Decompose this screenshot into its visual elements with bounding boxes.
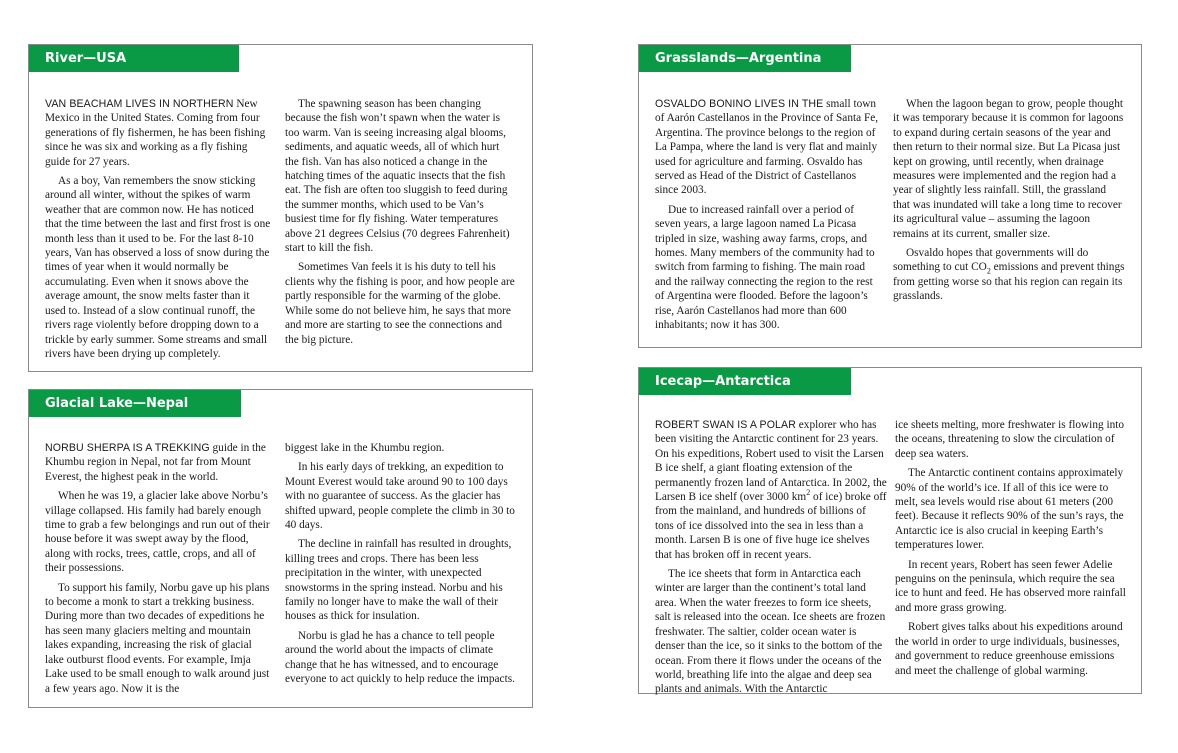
paragraph: biggest lake in the Khumbu region.: [285, 442, 445, 454]
text-column-right: [285, 441, 517, 692]
paragraph: ROBERT SWAN IS A POLAR explorer who has been visiting the Antarctic continent for 23 years. On his expeditions, Robert used to visit the Larsen B ice shelf, a giant floating extension of the permanently frozen land of Antarctica. In 2002, the Larsen B ice shelf (over 3000 $km^2$ of ice) broke off from the mainland, and hundreds of billions of tons of ice dissolved into the sea in less than a month. Larsen B is one of five huge ice shelves that has broken off in recent years.: [655, 419, 887, 561]
lead-caps: OSVALDO BONINO LIVES IN THE: [655, 98, 824, 110]
grasslands-argentina-card: [638, 44, 1142, 348]
paragraph: Osvaldo hopes that governments will do something to cut $CO_2$ emissions and prevent things from getting worse so that his region can regain its grasslands.: [893, 247, 1125, 303]
section-title: River—USA: [29, 45, 239, 72]
paragraph: The decline in rainfall has resulted in droughts, killing trees and crops. There has been less precipitation in the winter, with unexpected snowstorms in the spring instead. Norbu and his family no longer have to make the wall of their houses as thick for insulation.: [285, 538, 512, 623]
river-usa-card: [28, 44, 533, 372]
paragraph: OSVALDO BONINO LIVES IN THE small town of Aarón Castellanos in the Province of Santa Fe, Argentina. The province belongs to the region of La Pampa, where the land is very flat and mainly used for agriculture and farming. Osvaldo has served as Head of the District of Castellanos since 2003.: [655, 98, 879, 197]
paragraph: When he was 19, a glacier lake above Norbu’s village collapsed. His family had barely enough time to grab a few belongings and run out of their house before it was swept away by the flood, along with rocks, trees, cattle, crops, and all of their possessions.: [45, 490, 270, 575]
paragraph: In his early days of trekking, an expedition to Mount Everest would take around 90 to 100 days with no guarantee of success. As the glacier has shifted upward, people complete the climb in 30 to 40 days.: [285, 461, 515, 532]
paragraph: The ice sheets that form in Antarctica each winter are larger than the continent’s total land area. When the water freezes to form ice sheets, salt is released into the ocean. Ice sheets are frozen freshwater. The saltier, colder ocean water is denser than the ice, so it sinks to the bottom of the ocean. From there it flows under the oceans of the world, breathing life into the algae and deep sea plants and animals. With the Antarctic: [655, 568, 886, 696]
lead-caps: NORBU SHERPA IS A TREKKING: [45, 442, 210, 454]
glacial-lake-nepal-card: [28, 389, 533, 708]
paragraph: ice sheets melting, more freshwater is flowing into the oceans, threatening to slow the circulation of deep sea waters.: [895, 419, 1125, 460]
paragraph: Robert gives talks about his expeditions around the world in order to urge individuals, businesses, and government to reduce greenhouse emissions and meet the challenge of global warming.: [895, 621, 1123, 677]
text-column-left: [655, 97, 881, 338]
paragraph: VAN BEACHAM LIVES IN NORTHERN New Mexico in the United States. Coming from four generations of fly fishermen, he has been fishing since he was six and working as a fly fishing guide for 27 years.: [45, 98, 266, 168]
text-column-left: [45, 441, 271, 701]
text-column-left: [45, 97, 273, 366]
text-column-right: [285, 97, 515, 352]
text-column-right: [895, 418, 1127, 683]
paragraph: The Antarctic continent contains approximately 90% of the world’s ice. If all of this ice were to melt, sea levels would rise about 61 meters (200 feet). Because it reflects 90% of the sun’s rays, the Antarctic ice is also crucial in keeping Earth’s temperatures lower.: [895, 467, 1124, 552]
section-title: Glacial Lake—Nepal: [29, 390, 241, 417]
lead-caps: ROBERT SWAN IS A POLAR: [655, 419, 796, 431]
text-column-left: [655, 418, 887, 702]
icecap-antarctica-card: [638, 367, 1142, 694]
section-title: Icecap—Antarctica: [639, 368, 851, 395]
paragraph: In recent years, Robert has seen fewer Adelie penguins on the peninsula, which require the sea ice to hunt and feed. He has observed more rainfall and more grass growing.: [895, 558, 1126, 614]
paragraph: NORBU SHERPA IS A TREKKING guide in the Khumbu region in Nepal, not far from Mount Everest, the highest peak in the world.: [45, 442, 266, 483]
paragraph: Sometimes Van feels it is his duty to tell his clients why the fishing is poor, and how people are partly responsible for the warming of the globe. While some do not believe him, he says that more and more are starting to see the connections and the big picture.: [285, 261, 515, 346]
lead-caps: VAN BEACHAM LIVES IN NORTHERN: [45, 98, 234, 110]
paragraph: Norbu is glad he has a chance to tell people around the world about the impacts of climate change that he has witnessed, and to encourage everyone to act quickly to help reduce the impacts.: [285, 629, 515, 686]
paragraph: Due to increased rainfall over a period of seven years, a large lagoon named La Picasa tripled in size, washing away farms, crops, and homes. Many members of the community had to switch from farming to fishing. The main road and the railway connecting the region to the rest of Argentina were flooded. Before the lagoon’s rise, Aarón Castellanos had more than 600 inhabitants; now it has 300.: [655, 203, 875, 332]
paragraph: When the lagoon began to grow, people thought it was temporary because it is common for lagoons to expand during certain seasons of the year and then return to their normal size. But La Picasa just kept on growing, until recently, when drainage measures were implemented and the region had a year of slightly less rainfall. Still, the grassland that was inundated will take a long time to recover its agricultural value – assuming the lagoon remains at its current, smaller size.: [893, 98, 1124, 240]
paragraph: To support his family, Norbu gave up his plans to become a monk to start a trekking business. During more than two decades of expeditions he has seen many glaciers melting and mountain lakes expanding, increasing the risk of glacial lake outburst flood events. For example, Imja Lake used to be small enough to walk around just a few years ago. Now it is the: [45, 581, 270, 695]
section-title: Grasslands—Argentina: [639, 45, 851, 72]
paragraph: As a boy, Van remembers the snow sticking around all winter, without the spikes of warm weather that are common now. He has noticed that the time between the last and first frost is one month less than it used to be. For the last 8-10 years, Van has observed a loss of snow during the times of year when it would normally be accumulating. Even when it snows above the average amount, the snow melts faster than it used to. Instead of a slow continual runoff, the rivers rage violently before dropping down to a trickle by early summer. Some streams and small rivers have been drying up completely.: [45, 175, 271, 360]
paragraph: The spawning season has been changing because the fish won’t spawn when the water is too warm. Van is seeing increasing algal blooms, sediments, and aquatic weeds, all of which hurt the fish. Van has also noticed a change in the hatching times of the aquatic insects that the fish eat. The fish are often too sluggish to feed during the summer months, which used to be Van’s busiest time for fly fishing. Water temperatures above 21 degrees Celsius (70 degrees Fahrenheit) start to kill the fish.: [285, 98, 510, 255]
text-column-right: [893, 97, 1125, 309]
